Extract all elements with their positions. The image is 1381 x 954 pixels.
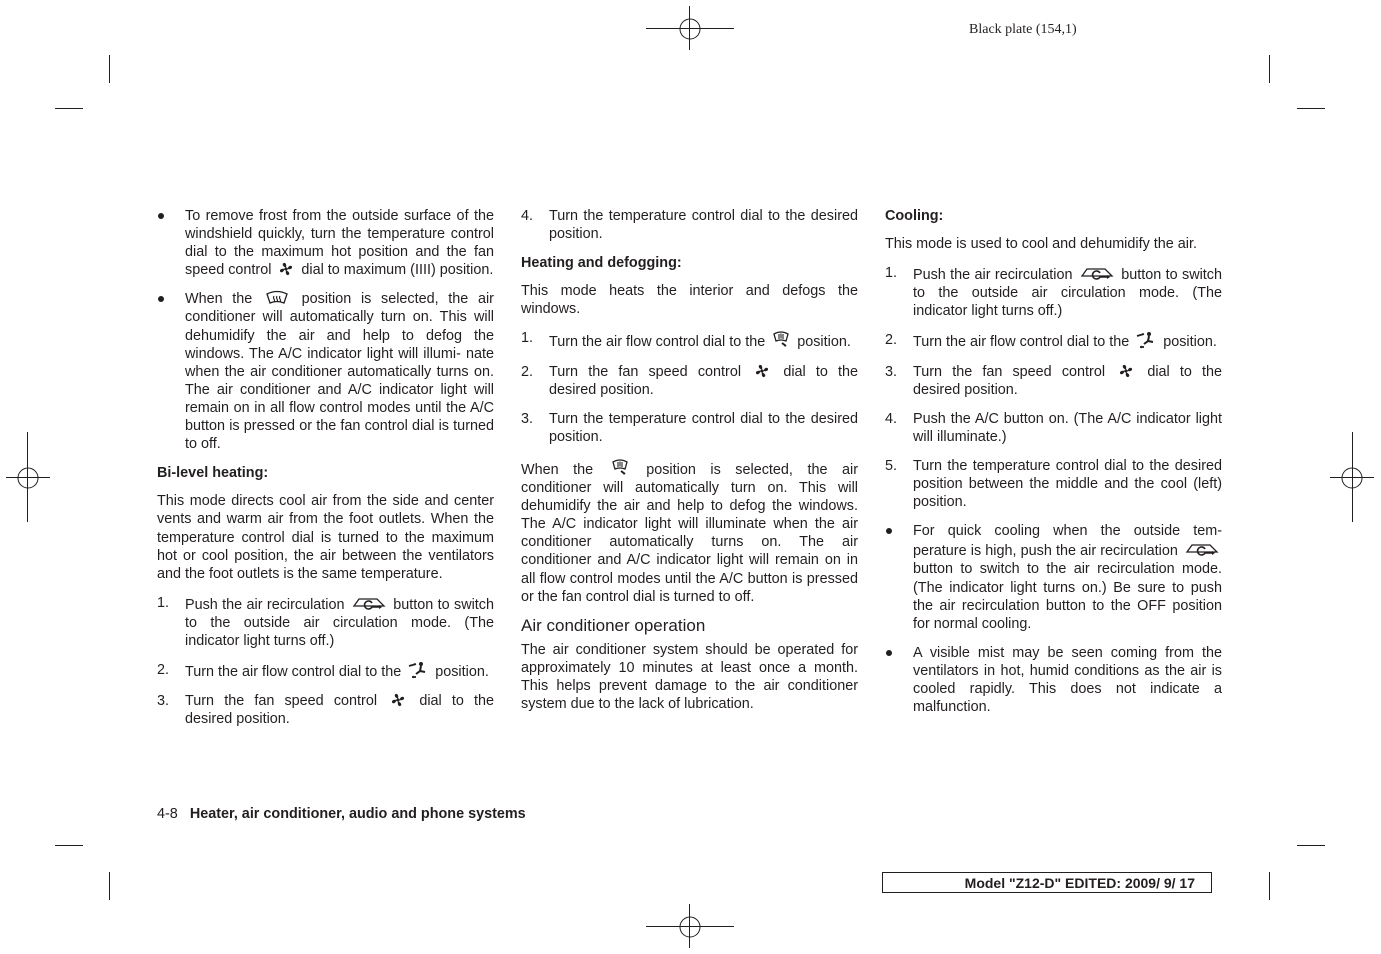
- fan-icon: [753, 363, 771, 379]
- step-text: position.: [435, 664, 489, 681]
- step-3: [157, 692, 494, 728]
- bullet-text: To remove frost from the outside surface of the windshield quickly, turn the temperature control dial to the maximum hot position and the fan speed control: [185, 208, 494, 279]
- defog-icon: [610, 457, 630, 477]
- step-text: button to switch to the outside air circulation mode. (The indicator light turns off.): [185, 596, 494, 649]
- step-1: [521, 329, 858, 351]
- step-number: 4.: [885, 410, 898, 427]
- bullet-dot: [886, 650, 892, 656]
- step-number: 2.: [885, 332, 898, 349]
- step-3: [885, 363, 1222, 399]
- step-number: 2.: [521, 363, 534, 380]
- defrost-icon: [264, 290, 290, 306]
- model-edited-box: Model "Z12-D" EDITED: 2009/ 9/ 17: [882, 872, 1212, 893]
- fan-icon: [277, 261, 295, 277]
- step-1: [157, 594, 494, 650]
- bilevel-icon: [1135, 331, 1157, 349]
- fan-icon: [1117, 363, 1135, 379]
- step-text: Turn the air flow control dial to the: [185, 664, 402, 681]
- step-text: Push the air recirculation: [185, 596, 345, 613]
- recirculation-icon: [351, 594, 387, 612]
- fan-icon: [389, 692, 407, 708]
- step-number: 2.: [157, 662, 170, 679]
- bullet-dot: [158, 213, 164, 219]
- step-number: 3.: [157, 693, 170, 710]
- heading-cooling: Cooling:: [885, 208, 944, 224]
- step-text: Turn the fan speed control: [185, 693, 378, 710]
- step-4: [521, 207, 858, 243]
- step-text: dial to the desired position.: [913, 363, 1222, 398]
- step-number: 4.: [521, 208, 534, 224]
- paragraph-text: When the: [521, 461, 594, 478]
- step-text: Push the air recirculation: [913, 267, 1073, 284]
- step-2: [157, 661, 494, 681]
- step-text: Turn the air flow control dial to the: [913, 334, 1130, 351]
- paragraph-ac-operation: The air conditioner system should be operated for approximately 10 minutes at least once a month. This helps prevent damage to the air conditioner system due to the lack of lubrication.: [521, 641, 858, 713]
- page-footer: [157, 806, 526, 822]
- step-3: [521, 410, 858, 446]
- bullet-text: For quick cooling when the outside tem- perature is high, push the air recirculation: [913, 523, 1222, 560]
- heading-ac-operation: Air conditioner operation: [521, 615, 706, 635]
- step-2: [885, 331, 1222, 351]
- step-5: [885, 457, 1222, 511]
- step-2: [521, 363, 858, 399]
- paragraph-text: position is selected, the air conditioner will automatically turn on. This will dehumidify the air and help to defog the windows. The A/C indicator light will illuminate when the air conditioner automatically turns on. The air conditioner and A/C indicator light will remain on in all flow control modes until the A/C button is pressed or the fan control dial is turned to off.: [521, 461, 858, 605]
- step-text: dial to the desired position.: [185, 693, 494, 728]
- step-number: 1.: [157, 594, 170, 611]
- bullet-dot: [886, 528, 892, 534]
- bullet-text: A visible mist may be seen coming from the ventilators in hot, humid conditions as the air is cooled rapidly. This does not indicate a malfunction.: [913, 644, 1222, 716]
- step-4: [885, 410, 1222, 446]
- column-left: [157, 207, 494, 739]
- step-number: 5.: [885, 457, 898, 474]
- recirculation-icon: [1184, 540, 1220, 558]
- bullet-dot: [158, 296, 164, 302]
- bullet-text: dial to maximum (IIII) position.: [301, 262, 494, 279]
- page-number: 4-8: [157, 806, 178, 822]
- bullet-quick-cooling: [885, 522, 1222, 633]
- bullet-text: position is selected, the air conditioner will automatically turn on. This will dehumidify the air and help to defog the windows. The A/C indicator light will illumi- nate when the air conditioner automatically turns on. The air conditioner and A/C indicator light will remain on in all flow control modes until the A/C button is pressed or the fan control dial is turned to off.: [185, 291, 494, 453]
- recirculation-icon: [1079, 264, 1115, 282]
- paragraph-bilevel: This mode directs cool air from the side and center vents and warm air from the foot outlets. When the temperature control dial is turned to the maximum hot or cool position, the air between the ventilators and the foot outlets is the same temperature.: [157, 493, 494, 582]
- step-text: Turn the air flow control dial to the: [549, 334, 766, 351]
- step-number: 1.: [521, 330, 534, 347]
- step-text: position.: [1163, 334, 1217, 351]
- plate-label: Black plate (154,1): [969, 22, 1077, 37]
- column-middle: [521, 207, 858, 724]
- paragraph-cooling: This mode is used to cool and dehumidify the air.: [885, 236, 1197, 253]
- step-number: 3.: [885, 363, 898, 380]
- step-text: Turn the fan speed control: [549, 363, 742, 380]
- step-text: Turn the fan speed control: [913, 363, 1106, 380]
- paragraph-defog-mode: [521, 457, 858, 606]
- step-text: position.: [797, 334, 851, 351]
- step-text: Push the A/C button on. (The A/C indicator light will illuminate.): [913, 410, 1222, 445]
- bullet-defrost-mode: [157, 290, 494, 453]
- paragraph-heating-defogging: This mode heats the interior and defogs the windows.: [521, 283, 858, 318]
- step-text: Turn the temperature control dial to the desired position between the middle and the cool (left) position.: [913, 457, 1222, 511]
- heading-heating-defogging: Heating and defogging:: [521, 255, 682, 272]
- bullet-text: button to switch to the air recirculation mode. (The indicator light turns on.) Be sure to push the air recirculation button to the OFF position for normal cooling.: [913, 561, 1222, 632]
- section-title: Heater, air conditioner, audio and phone systems: [189, 806, 526, 822]
- step-text: Turn the temperature control dial to the desired position.: [549, 410, 858, 445]
- column-right: [885, 207, 1222, 727]
- bullet-text: When the: [185, 291, 253, 308]
- bilevel-icon: [407, 661, 429, 679]
- bullet-defrost-quick: [157, 207, 494, 279]
- step-1: [885, 264, 1222, 320]
- step-text: Turn the temperature control dial to the desired position.: [549, 208, 858, 243]
- defog-icon: [771, 329, 791, 349]
- bullet-mist: [885, 644, 1222, 716]
- step-text: dial to the desired position.: [549, 363, 858, 398]
- heading-bilevel: Bi-level heating:: [157, 465, 269, 482]
- step-number: 3.: [521, 410, 534, 427]
- step-text: button to switch to the outside air circulation mode. (The indicator light turns off.): [913, 267, 1222, 320]
- step-number: 1.: [885, 265, 898, 282]
